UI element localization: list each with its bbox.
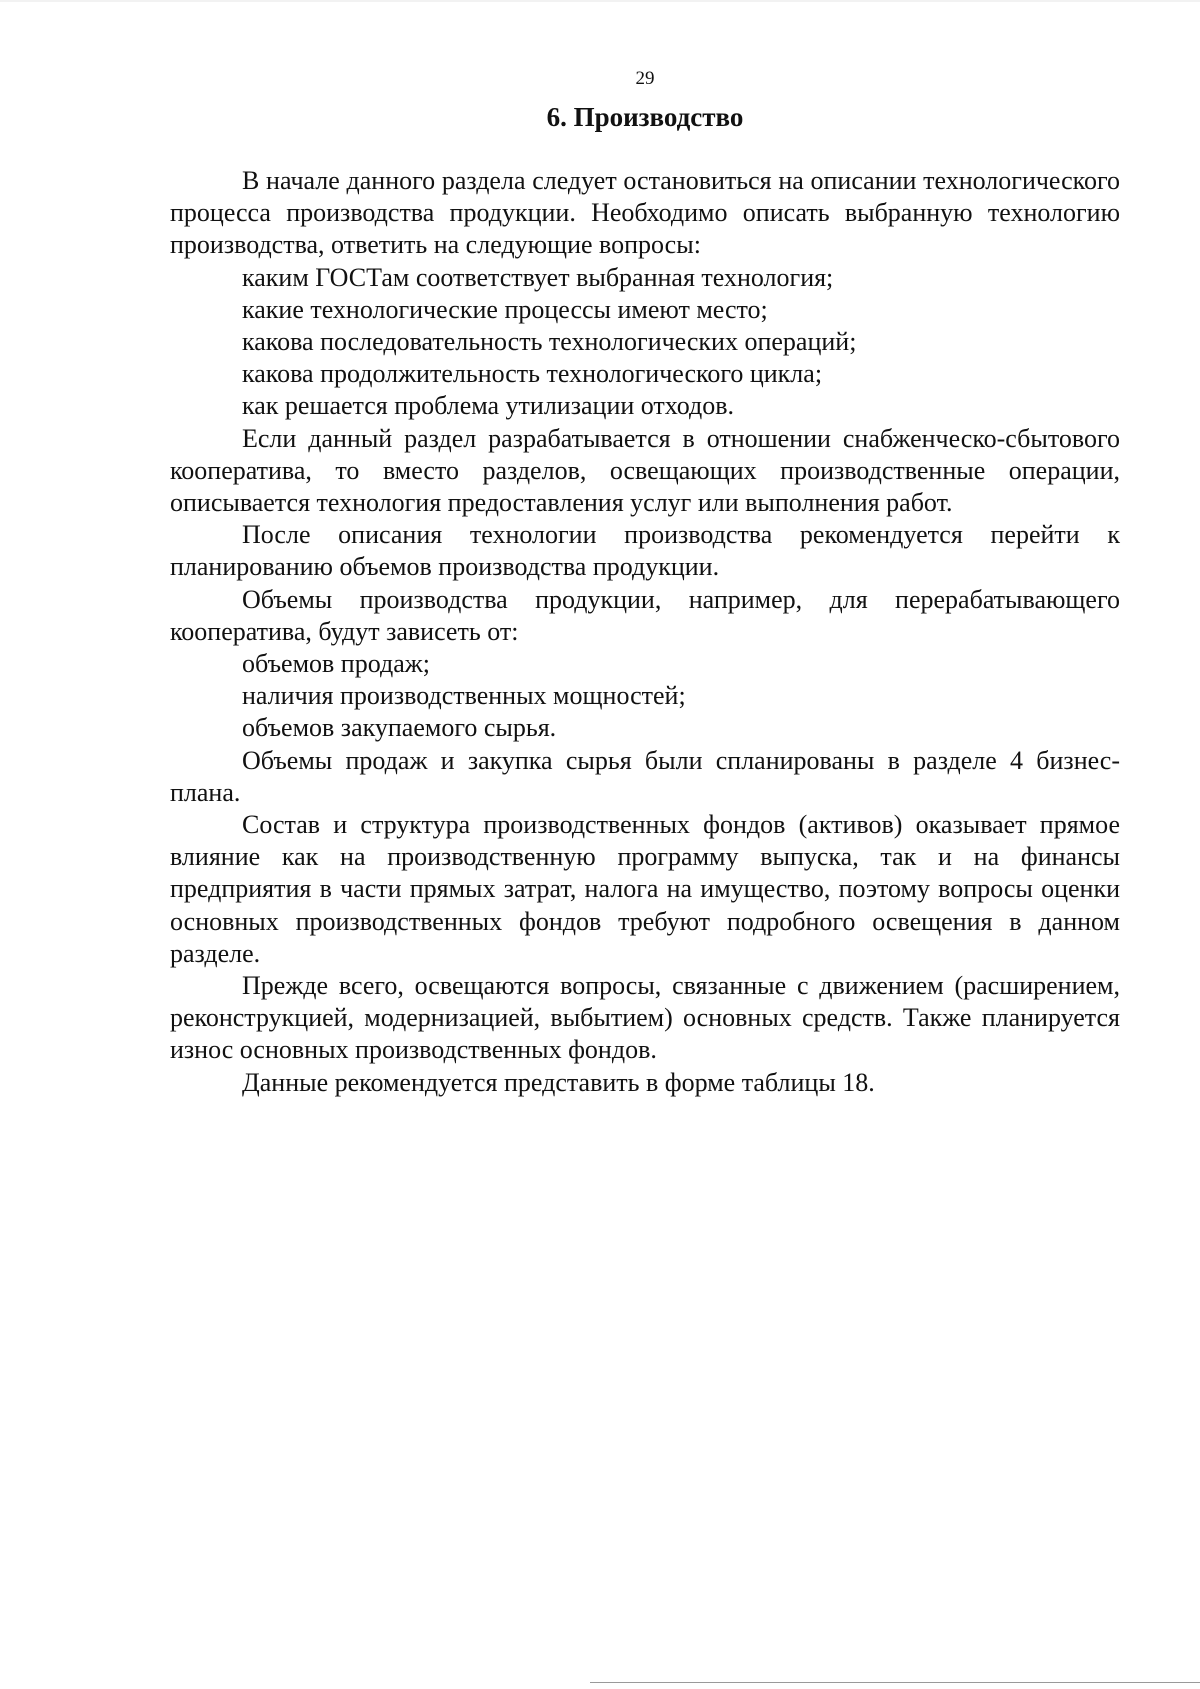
paragraph-supply-coop: Если данный раздел разрабатывается в отношении снабженческо-сбытового кооператива, то вместо разделов, освещающих производственные операции, описывается технология предоставления услуг или выполнения работ.: [170, 423, 1120, 518]
body-text: [170, 165, 1120, 1099]
paragraph-assets: Состав и структура производственных фондов (активов) оказывает прямое влияние как на производственную программу выпуска, так и на финансы предприятия в части прямых затрат, налога на имущество, поэтому вопросы оценки основных производственных фондов требуют подробного освещения в данном разделе.: [170, 810, 1120, 968]
list-item-gost: каким ГОСТам соответствует выбранная технология;: [242, 262, 834, 292]
list-item-waste: как решается проблема утилизации отходов.: [242, 391, 735, 421]
paragraph-volumes: Объемы производства продукции, например, для перерабатывающего кооператива, будут зависеть от:: [170, 584, 1120, 646]
scan-bottom-edge: [590, 1682, 1200, 1683]
paragraph-section-4: Объемы продаж и закупка сырья были спланированы в разделе 4 бизнес-плана.: [170, 745, 1120, 807]
list-item-capacity: наличия производственных мощностей;: [242, 681, 686, 711]
page-number: 29: [635, 68, 655, 89]
list-item-processes: какие технологические процессы имеют место;: [242, 294, 768, 324]
paragraph-intro: В начале данного раздела следует остановиться на описании технологического процесса производства продукции. Необходимо описать выбранную технологию производства, ответить на следующие вопросы:: [170, 166, 1120, 260]
list-item-sequence: какова последовательность технологических операций;: [242, 327, 857, 357]
paragraph-planning: После описания технологии производства рекомендуется перейти к планированию объемов производства продукции.: [170, 520, 1120, 582]
paragraph-table-18: Данные рекомендуется представить в форме таблицы 18.: [242, 1067, 875, 1097]
list-item-sales: объемов продаж;: [242, 649, 430, 679]
paragraph-movement: Прежде всего, освещаются вопросы, связанные с движением (расширением, реконструкцией, модернизацией, выбытием) основных средств. Также планируется износ основных производственных фондов.: [170, 971, 1120, 1065]
scan-top-edge: [0, 0, 1200, 2]
list-item-raw-materials: объемов закупаемого сырья.: [242, 713, 557, 743]
list-item-duration: какова продолжительность технологического цикла;: [242, 359, 823, 389]
section-title: 6. Производство: [546, 102, 744, 132]
